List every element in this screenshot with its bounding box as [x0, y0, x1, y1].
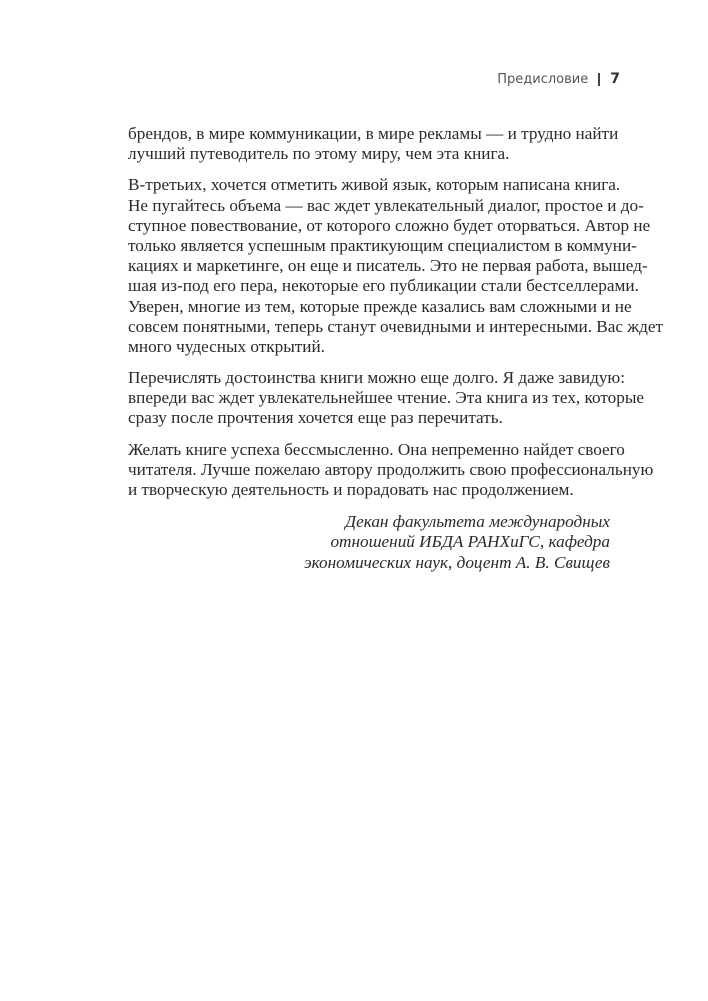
header-divider: [598, 73, 600, 86]
page-body: [128, 124, 664, 573]
text-line: читателя. Лучше пожелаю автору продолжить свою профессиональную: [128, 459, 654, 479]
text-line: шая из-под его пера, некоторые его публикации стали бестселлерами.: [128, 276, 639, 296]
text-line: совсем понятными, теперь станут очевидными и интересными. Вас ждет: [128, 316, 664, 336]
text-line: много чудесных открытий.: [128, 336, 325, 356]
signature-line: экономических наук, доцент А. В. Свищев: [304, 552, 610, 572]
section-title: Предисловие: [497, 71, 589, 87]
text-line: Перечислять достоинства книги можно еще долго. Я даже завидую:: [128, 368, 626, 388]
text-line: ступное повествование, от которого сложно будет оторваться. Автор не: [128, 215, 651, 235]
paragraph: [128, 124, 619, 164]
text-line: и творческую деятельность и порадовать нас продолжением.: [128, 480, 574, 499]
paragraph: [128, 439, 654, 501]
page-number: 7: [610, 71, 620, 87]
text-line: сразу после прочтения хочется еще раз перечитать.: [128, 408, 503, 428]
running-header: [497, 71, 620, 87]
signature: [128, 512, 610, 573]
text-line: кациях и маркетинге, он еще и писатель. Это не первая работа, вышед-: [128, 256, 648, 276]
text-line: Желать книге успеха бессмысленно. Она непременно найдет своего: [128, 439, 625, 459]
paragraph: [128, 175, 664, 357]
paragraph: [128, 368, 645, 429]
text-line: брендов, в мире коммуникации, в мире рекламы — и трудно найти: [128, 124, 619, 143]
text-line: лучший путеводитель по этому миру, чем эта книга.: [128, 144, 510, 164]
text-line: Не пугайтесь объема — вас ждет увлекательный диалог, простое и до-: [128, 195, 644, 215]
signature-line: отношений ИБДА РАНХиГС, кафедра: [330, 532, 610, 552]
text-line: В-третьих, хочется отметить живой язык, которым написана книга.: [128, 175, 621, 195]
text-line: только является успешным практикующим специалистом в коммуни-: [128, 235, 637, 255]
text-line: Уверен, многие из тем, которые прежде казались вам сложными и не: [128, 296, 632, 316]
text-line: впереди вас ждет увлекательнейшее чтение. Эта книга из тех, которые: [128, 388, 645, 408]
signature-line: Декан факультета международных: [345, 512, 610, 532]
